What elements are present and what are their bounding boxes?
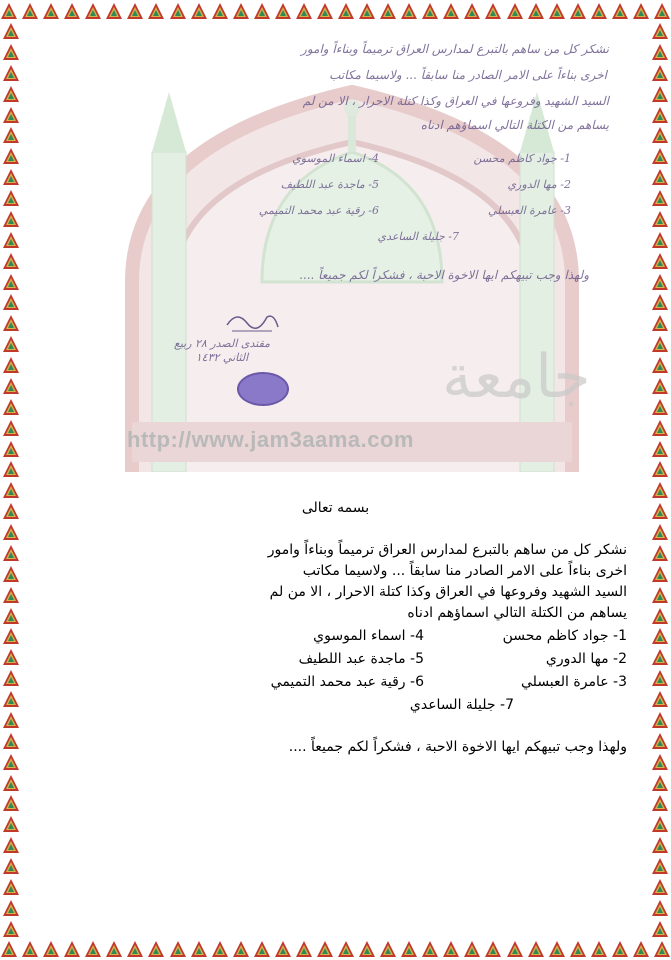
border-ornament-icon xyxy=(2,627,20,645)
border-ornament-icon xyxy=(2,398,20,416)
official-seal xyxy=(237,372,289,406)
border-ornament-icon xyxy=(42,2,60,20)
border-ornament-icon xyxy=(651,523,669,541)
border-ornament-icon xyxy=(358,940,376,958)
border-ornament-icon xyxy=(569,2,587,20)
border-ornament-icon xyxy=(84,2,102,20)
border-ornament-icon xyxy=(651,293,669,311)
border-ornament-icon xyxy=(2,43,20,61)
border-ornament-icon xyxy=(651,377,669,395)
border-ornament-icon xyxy=(2,836,20,854)
border-ornament-icon xyxy=(442,940,460,958)
border-ornament-icon xyxy=(2,22,20,40)
border-ornament-icon xyxy=(84,940,102,958)
border-ornament-icon xyxy=(2,419,20,437)
border-ornament-icon xyxy=(2,377,20,395)
border-ornament-icon xyxy=(651,210,669,228)
border-bottom xyxy=(0,938,671,960)
border-ornament-icon xyxy=(590,2,608,20)
border-ornament-icon xyxy=(253,2,271,20)
border-ornament-icon xyxy=(2,815,20,833)
border-ornament-icon xyxy=(2,273,20,291)
border-ornament-icon xyxy=(147,2,165,20)
border-ornament-icon xyxy=(651,398,669,416)
border-ornament-icon xyxy=(105,2,123,20)
border-ornament-icon xyxy=(400,2,418,20)
border-ornament-icon xyxy=(2,85,20,103)
border-ornament-icon xyxy=(105,940,123,958)
border-ornament-icon xyxy=(651,669,669,687)
border-ornament-icon xyxy=(651,335,669,353)
border-ornament-icon xyxy=(2,565,20,583)
border-top xyxy=(0,0,671,22)
border-ornament-icon xyxy=(2,669,20,687)
border-ornament-icon xyxy=(190,2,208,20)
border-ornament-icon xyxy=(651,607,669,625)
border-ornament-icon xyxy=(651,815,669,833)
page-title: بسمه تعالى xyxy=(301,500,370,516)
border-ornament-icon xyxy=(400,940,418,958)
border-ornament-icon xyxy=(2,648,20,666)
border-ornament-icon xyxy=(2,523,20,541)
border-ornament-icon xyxy=(2,774,20,792)
watermark-url: http://www.jam3aama.com xyxy=(127,427,414,452)
border-ornament-icon xyxy=(2,335,20,353)
border-ornament-icon xyxy=(42,940,60,958)
signature xyxy=(222,305,282,335)
handwritten-name-4: 4- اسماء الموسوي xyxy=(292,152,379,165)
border-ornament-icon xyxy=(651,857,669,875)
name-item-5: 5- ماجدة عبد اللطيف xyxy=(298,651,424,667)
border-ornament-icon xyxy=(590,940,608,958)
border-ornament-icon xyxy=(651,690,669,708)
border-ornament-icon xyxy=(651,794,669,812)
border-ornament-icon xyxy=(442,2,460,20)
border-ornament-icon xyxy=(651,440,669,458)
border-ornament-icon xyxy=(2,607,20,625)
border-ornament-icon xyxy=(651,586,669,604)
handwritten-line-4: يساهم من الكتلة التالي اسماؤهم ادناه xyxy=(420,118,609,132)
border-ornament-icon xyxy=(506,2,524,20)
border-ornament-icon xyxy=(2,126,20,144)
border-ornament-icon xyxy=(2,899,20,917)
paragraph-line-3: السيد الشهيد وفروعها في العراق وكذا كتلة الاحرار ، الا من لم xyxy=(269,584,627,600)
signature-date: مقتدى الصدر ٢٨ ربيع الثاني ١٤٣٢ xyxy=(173,337,271,364)
border-ornament-icon xyxy=(211,2,229,20)
page-content xyxy=(22,22,649,938)
handwritten-name-6: 6- رقية عبد محمد التميمي xyxy=(258,204,379,217)
border-ornament-icon xyxy=(651,774,669,792)
name-item-2: 2- مها الدوري xyxy=(545,651,627,667)
border-ornament-icon xyxy=(211,940,229,958)
border-ornament-icon xyxy=(651,460,669,478)
border-ornament-icon xyxy=(2,586,20,604)
border-ornament-icon xyxy=(147,940,165,958)
border-ornament-icon xyxy=(548,2,566,20)
border-ornament-icon xyxy=(421,2,439,20)
handwritten-name-7: 7- جليلة الساعدي xyxy=(377,230,459,243)
border-ornament-icon xyxy=(126,2,144,20)
border-ornament-icon xyxy=(2,231,20,249)
border-ornament-icon xyxy=(2,732,20,750)
border-ornament-icon xyxy=(2,878,20,896)
border-left xyxy=(0,22,22,938)
border-ornament-icon xyxy=(653,2,671,20)
border-ornament-icon xyxy=(379,2,397,20)
border-ornament-icon xyxy=(2,210,20,228)
border-ornament-icon xyxy=(2,711,20,729)
border-ornament-icon xyxy=(651,231,669,249)
border-ornament-icon xyxy=(632,940,650,958)
name-item-3: 3- عامرة العبسلي xyxy=(521,674,627,690)
border-ornament-icon xyxy=(2,920,20,938)
border-ornament-icon xyxy=(2,356,20,374)
border-right xyxy=(649,22,671,938)
border-ornament-icon xyxy=(274,940,292,958)
border-ornament-icon xyxy=(651,64,669,82)
border-ornament-icon xyxy=(611,2,629,20)
border-ornament-icon xyxy=(2,189,20,207)
border-ornament-icon xyxy=(651,920,669,938)
handwritten-name-3: 3- عامرة العبسلي xyxy=(487,204,571,217)
border-ornament-icon xyxy=(651,836,669,854)
handwritten-name-5: 5- ماجدة عبد اللطيف xyxy=(280,178,379,191)
border-ornament-icon xyxy=(0,940,18,958)
border-ornament-icon xyxy=(295,940,313,958)
border-ornament-icon xyxy=(651,126,669,144)
border-ornament-icon xyxy=(63,2,81,20)
border-ornament-icon xyxy=(651,147,669,165)
border-ornament-icon xyxy=(232,940,250,958)
border-ornament-icon xyxy=(295,2,313,20)
border-ornament-icon xyxy=(653,940,671,958)
border-ornament-icon xyxy=(126,940,144,958)
border-ornament-icon xyxy=(2,690,20,708)
border-ornament-icon xyxy=(232,2,250,20)
border-ornament-icon xyxy=(651,544,669,562)
border-ornament-icon xyxy=(2,502,20,520)
border-ornament-icon xyxy=(2,168,20,186)
svg-text:جامعة: جامعة xyxy=(442,342,591,412)
border-ornament-icon xyxy=(2,64,20,82)
handwritten-closing: ولهذا وجب تبيهكم ايها الاخوة الاحبة ، فشكراً لكم جميعاً .... xyxy=(299,268,589,282)
border-ornament-icon xyxy=(651,753,669,771)
border-ornament-icon xyxy=(527,2,545,20)
name-item-6: 6- رقية عبد محمد التميمي xyxy=(270,674,424,690)
border-ornament-icon xyxy=(63,940,81,958)
border-ornament-icon xyxy=(611,940,629,958)
border-ornament-icon xyxy=(0,2,18,20)
border-ornament-icon xyxy=(2,314,20,332)
border-ornament-icon xyxy=(463,2,481,20)
border-ornament-icon xyxy=(548,940,566,958)
handwritten-line-3: السيد الشهيد وفروعها في العراق وكذا كتلة الاحرار ، الا من لم xyxy=(302,94,609,108)
border-ornament-icon xyxy=(651,356,669,374)
border-ornament-icon xyxy=(527,940,545,958)
border-ornament-icon xyxy=(651,168,669,186)
handwritten-line-2: اخرى بناءاً على الامر الصادر منا سابقاً ... ولاسيما مكاتب xyxy=(329,68,607,82)
border-ornament-icon xyxy=(2,293,20,311)
border-ornament-icon xyxy=(358,2,376,20)
border-ornament-icon xyxy=(274,2,292,20)
border-ornament-icon xyxy=(651,189,669,207)
border-ornament-icon xyxy=(651,627,669,645)
border-ornament-icon xyxy=(651,314,669,332)
border-ornament-icon xyxy=(651,85,669,103)
border-ornament-icon xyxy=(2,794,20,812)
border-ornament-icon xyxy=(651,273,669,291)
border-ornament-icon xyxy=(2,252,20,270)
border-ornament-icon xyxy=(651,502,669,520)
paragraph-line-4: يساهم من الكتلة التالي اسماؤهم ادناه xyxy=(407,605,627,621)
border-ornament-icon xyxy=(379,940,397,958)
border-ornament-icon xyxy=(651,43,669,61)
border-ornament-icon xyxy=(2,753,20,771)
border-ornament-icon xyxy=(2,481,20,499)
border-ornament-icon xyxy=(651,878,669,896)
paragraph-line-1: نشكر كل من ساهم بالتبرع لمدارس العراق ترميماً وبناءاً وامور xyxy=(267,542,627,558)
border-ornament-icon xyxy=(2,440,20,458)
border-ornament-icon xyxy=(21,2,39,20)
border-ornament-icon xyxy=(190,940,208,958)
border-ornament-icon xyxy=(484,940,502,958)
handwritten-name-2: 2- مها الدوري xyxy=(507,178,571,191)
name-item-7: 7- جليلة الساعدي xyxy=(409,697,514,713)
border-ornament-icon xyxy=(337,2,355,20)
border-ornament-icon xyxy=(169,940,187,958)
name-item-1: 1- جواد كاظم محسن xyxy=(502,628,627,644)
border-ornament-icon xyxy=(337,940,355,958)
border-ornament-icon xyxy=(2,857,20,875)
border-ornament-icon xyxy=(463,940,481,958)
border-ornament-icon xyxy=(651,252,669,270)
border-ornament-icon xyxy=(651,899,669,917)
border-ornament-icon xyxy=(2,544,20,562)
border-ornament-icon xyxy=(2,460,20,478)
border-ornament-icon xyxy=(651,419,669,437)
border-ornament-icon xyxy=(651,732,669,750)
closing-line: ولهذا وجب تبيهكم ايها الاخوة الاحبة ، فشكراً لكم جميعاً .... xyxy=(288,739,627,755)
handwritten-line-1: نشكر كل من ساهم بالتبرع لمدارس العراق ترميماً وبناءاً وامور xyxy=(301,42,609,56)
name-item-4: 4- اسماء الموسوي xyxy=(313,628,424,644)
border-ornament-icon xyxy=(651,481,669,499)
border-ornament-icon xyxy=(651,711,669,729)
border-ornament-icon xyxy=(506,940,524,958)
handwritten-name-1: 1- جواد كاظم محسن xyxy=(473,152,571,165)
border-ornament-icon xyxy=(2,106,20,124)
border-ornament-icon xyxy=(484,2,502,20)
border-ornament-icon xyxy=(651,565,669,583)
border-ornament-icon xyxy=(651,22,669,40)
border-ornament-icon xyxy=(2,147,20,165)
border-ornament-icon xyxy=(316,2,334,20)
border-ornament-icon xyxy=(253,940,271,958)
border-ornament-icon xyxy=(632,2,650,20)
border-ornament-icon xyxy=(421,940,439,958)
border-ornament-icon xyxy=(21,940,39,958)
border-ornament-icon xyxy=(569,940,587,958)
border-ornament-icon xyxy=(169,2,187,20)
border-ornament-icon xyxy=(651,106,669,124)
paragraph-line-2: اخرى بناءاً على الامر الصادر منا سابقاً ... ولاسيما مكاتب xyxy=(302,563,627,579)
border-ornament-icon xyxy=(651,648,669,666)
border-ornament-icon xyxy=(316,940,334,958)
